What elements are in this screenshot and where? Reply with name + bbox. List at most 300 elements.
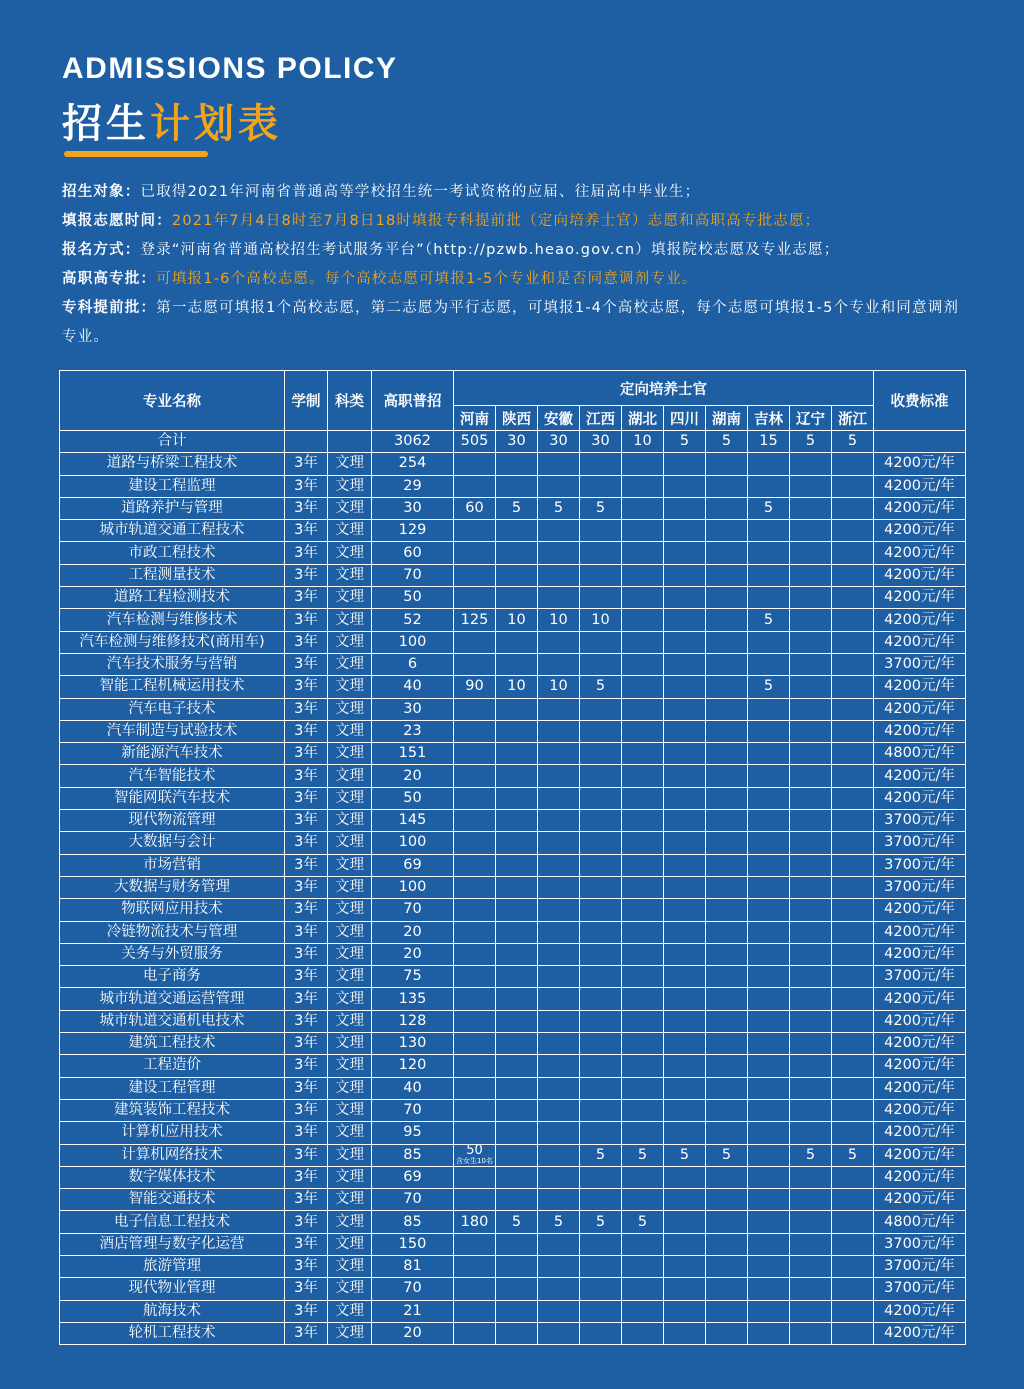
table-cell (496, 698, 538, 720)
table-cell (496, 1233, 538, 1255)
table-cell: 道路养护与管理 (60, 497, 285, 519)
table-cell (580, 1233, 622, 1255)
table-cell (454, 876, 496, 898)
table-cell (664, 1010, 706, 1032)
table-cell (748, 1033, 790, 1055)
table-cell: 3年 (285, 1144, 328, 1166)
table-cell (664, 1122, 706, 1144)
table-cell (454, 832, 496, 854)
table-cell (580, 1322, 622, 1344)
table-cell: 20 (372, 765, 454, 787)
table-cell (454, 1166, 496, 1188)
table-cell (580, 1189, 622, 1211)
table-cell (790, 1300, 832, 1322)
table-cell (622, 988, 664, 1010)
table-cell (706, 810, 748, 832)
table-cell (496, 720, 538, 742)
intro-method-label: 报名方式： (62, 242, 141, 258)
table-cell: 3年 (285, 899, 328, 921)
table-cell (580, 899, 622, 921)
table-cell: 5 (622, 1211, 664, 1233)
table-cell: 文理 (328, 720, 372, 742)
table-cell: 95 (372, 1122, 454, 1144)
table-cell: 5 (706, 431, 748, 453)
table-cell: 3年 (285, 810, 328, 832)
table-cell (496, 453, 538, 475)
title-en: ADMISSIONS POLICY (62, 52, 398, 85)
table-cell (454, 542, 496, 564)
table-cell (832, 1055, 874, 1077)
table-row (60, 475, 966, 497)
table-cell (706, 653, 748, 675)
table-cell (748, 854, 790, 876)
table-cell (622, 1300, 664, 1322)
table-cell: 3年 (285, 943, 328, 965)
table-cell: 4200元/年 (874, 497, 966, 519)
table-cell: 文理 (328, 1189, 372, 1211)
table-cell (580, 943, 622, 965)
table-cell (790, 787, 832, 809)
table-row (60, 876, 966, 898)
table-cell (664, 743, 706, 765)
table-row (60, 854, 966, 876)
table-cell (538, 1166, 580, 1188)
table-cell (664, 609, 706, 631)
table-cell (454, 787, 496, 809)
cell-value: 50 (466, 1144, 483, 1159)
table-cell: 4200元/年 (874, 676, 966, 698)
table-cell: 4200元/年 (874, 520, 966, 542)
table-cell (748, 1322, 790, 1344)
table-cell (832, 653, 874, 675)
table-cell: 50 (372, 587, 454, 609)
table-cell (748, 720, 790, 742)
table-cell (580, 1122, 622, 1144)
table-cell (580, 653, 622, 675)
table-cell (580, 988, 622, 1010)
table-cell: 4200元/年 (874, 587, 966, 609)
table-cell (790, 943, 832, 965)
table-cell (748, 453, 790, 475)
table-cell: 5 (538, 497, 580, 519)
table-cell (664, 921, 706, 943)
table-cell: 文理 (328, 676, 372, 698)
table-cell (538, 1278, 580, 1300)
table-cell (622, 810, 664, 832)
table-cell: 85 (372, 1211, 454, 1233)
table-row (60, 1255, 966, 1277)
table-cell: 151 (372, 743, 454, 765)
table-cell (706, 1099, 748, 1121)
table-cell (622, 1166, 664, 1188)
table-cell: 145 (372, 810, 454, 832)
table-cell: 5 (580, 1144, 622, 1166)
table-cell (706, 1010, 748, 1032)
table-cell (496, 653, 538, 675)
table-cell: 4200元/年 (874, 1122, 966, 1144)
table-cell: 文理 (328, 899, 372, 921)
table-cell (706, 988, 748, 1010)
table-cell: 3年 (285, 1211, 328, 1233)
table-cell (454, 453, 496, 475)
table-cell (454, 1278, 496, 1300)
table-cell (706, 1300, 748, 1322)
table-cell: 文理 (328, 1278, 372, 1300)
table-cell (748, 587, 790, 609)
table-cell (454, 1322, 496, 1344)
table-row (60, 631, 966, 653)
cell-note: 含女生10名 (456, 1157, 493, 1166)
table-cell (832, 1033, 874, 1055)
table-cell: 4200元/年 (874, 475, 966, 497)
table-cell (538, 1055, 580, 1077)
table-cell (832, 899, 874, 921)
table-cell (664, 787, 706, 809)
table-cell (538, 787, 580, 809)
table-cell: 智能网联汽车技术 (60, 787, 285, 809)
table-cell: 52 (372, 609, 454, 631)
table-cell: 3062 (372, 431, 454, 453)
table-cell (622, 609, 664, 631)
table-cell (664, 1077, 706, 1099)
table-cell (622, 631, 664, 653)
table-cell: 5 (580, 497, 622, 519)
table-cell: 125 (454, 609, 496, 631)
table-cell: 85 (372, 1144, 454, 1166)
table-cell: 4200元/年 (874, 787, 966, 809)
table-cell (664, 676, 706, 698)
table-cell (538, 631, 580, 653)
table-cell: 100 (372, 876, 454, 898)
table-cell: 文理 (328, 1166, 372, 1188)
table-cell (538, 854, 580, 876)
table-cell: 10 (496, 609, 538, 631)
table-cell (496, 876, 538, 898)
table-cell (622, 520, 664, 542)
table-cell (748, 1099, 790, 1121)
table-cell (580, 1099, 622, 1121)
table-cell: 150 (372, 1233, 454, 1255)
table-cell (538, 564, 580, 586)
table-cell (706, 832, 748, 854)
table-cell: 市政工程技术 (60, 542, 285, 564)
table-cell: 6 (372, 653, 454, 675)
table-cell: 道路与桥梁工程技术 (60, 453, 285, 475)
table-cell: 30 (372, 497, 454, 519)
table-cell (790, 1211, 832, 1233)
table-cell (622, 1189, 664, 1211)
table-cell: 文理 (328, 631, 372, 653)
table-cell (454, 1033, 496, 1055)
table-cell (706, 1077, 748, 1099)
table-cell: 254 (372, 453, 454, 475)
table-cell (664, 542, 706, 564)
table-cell (748, 1077, 790, 1099)
table-cell (580, 832, 622, 854)
intro-target (62, 178, 972, 207)
table-cell: 5 (496, 497, 538, 519)
table-cell (790, 1233, 832, 1255)
table-cell: 文理 (328, 1055, 372, 1077)
table-cell: 汽车电子技术 (60, 698, 285, 720)
table-cell (832, 1166, 874, 1188)
table-cell: 3700元/年 (874, 1255, 966, 1277)
table-cell (622, 698, 664, 720)
table-cell: 5 (832, 431, 874, 453)
table-cell (748, 765, 790, 787)
table-cell (496, 1099, 538, 1121)
table-cell: 文理 (328, 854, 372, 876)
table-cell (706, 698, 748, 720)
table-cell: 文理 (328, 765, 372, 787)
table-cell (832, 1211, 874, 1233)
table-cell (664, 1322, 706, 1344)
table-cell (748, 1144, 790, 1166)
table-cell (454, 1122, 496, 1144)
table-cell (832, 943, 874, 965)
table-cell (832, 542, 874, 564)
table-cell (496, 631, 538, 653)
table-cell (748, 1211, 790, 1233)
table-cell (664, 876, 706, 898)
table-cell (832, 832, 874, 854)
table-cell: 40 (372, 1077, 454, 1099)
table-cell: 文理 (328, 1033, 372, 1055)
table-cell: 建筑工程技术 (60, 1033, 285, 1055)
table-cell: 文理 (328, 653, 372, 675)
table-cell: 4200元/年 (874, 1322, 966, 1344)
table-row (60, 698, 966, 720)
table-cell (706, 564, 748, 586)
table-cell (538, 1189, 580, 1211)
title-cn-part1: 招生 (62, 101, 150, 147)
table-cell (664, 653, 706, 675)
table-cell (790, 676, 832, 698)
table-cell: 新能源汽车技术 (60, 743, 285, 765)
table-cell: 文理 (328, 966, 372, 988)
table-cell (538, 743, 580, 765)
table-cell: 30 (580, 431, 622, 453)
table-cell: 文理 (328, 587, 372, 609)
table-cell: 3700元/年 (874, 810, 966, 832)
table-cell (622, 542, 664, 564)
table-cell (622, 832, 664, 854)
table-cell: 20 (372, 921, 454, 943)
table-cell: 3年 (285, 631, 328, 653)
table-cell: 文理 (328, 609, 372, 631)
table-cell (748, 921, 790, 943)
table-cell: 3年 (285, 587, 328, 609)
table-cell (748, 564, 790, 586)
intro-time-label: 填报志愿时间： (62, 213, 172, 229)
table-cell: 4200元/年 (874, 564, 966, 586)
table-cell (622, 787, 664, 809)
table-row (60, 966, 966, 988)
table-cell: 3年 (285, 876, 328, 898)
table-cell: 文理 (328, 810, 372, 832)
table-cell: 20 (372, 943, 454, 965)
table-cell (622, 743, 664, 765)
table-cell: 5 (706, 1144, 748, 1166)
table-cell: 3年 (285, 497, 328, 519)
table-cell: 29 (372, 475, 454, 497)
table-cell: 文理 (328, 1122, 372, 1144)
title-cn (62, 92, 282, 149)
table-cell (454, 966, 496, 988)
table-cell: 5 (580, 676, 622, 698)
table-cell (832, 453, 874, 475)
table-cell (580, 475, 622, 497)
table-cell: 文理 (328, 520, 372, 542)
table-cell: 建设工程管理 (60, 1077, 285, 1099)
table-cell: 5 (496, 1211, 538, 1233)
table-cell (580, 765, 622, 787)
table-cell (706, 899, 748, 921)
table-cell: 建筑装饰工程技术 (60, 1099, 285, 1121)
table-cell: 3年 (285, 564, 328, 586)
table-cell (748, 876, 790, 898)
table-row (60, 1077, 966, 1099)
table-row (60, 676, 966, 698)
table-cell (580, 743, 622, 765)
table-cell (706, 1033, 748, 1055)
table-cell: 90 (454, 676, 496, 698)
table-cell (580, 453, 622, 475)
table-cell (706, 475, 748, 497)
province-header: 江西 (580, 406, 622, 431)
table-cell: 3年 (285, 921, 328, 943)
table-cell (706, 1166, 748, 1188)
table-cell (580, 1010, 622, 1032)
table-row (60, 1033, 966, 1055)
table-cell: 4200元/年 (874, 1189, 966, 1211)
table-cell: 智能工程机械运用技术 (60, 676, 285, 698)
table-cell: 文理 (328, 564, 372, 586)
table-cell (832, 1233, 874, 1255)
header-fee: 收费标准 (874, 371, 966, 431)
table-cell (496, 1033, 538, 1055)
table-cell (748, 698, 790, 720)
table-cell: 4200元/年 (874, 1099, 966, 1121)
table-cell: 文理 (328, 787, 372, 809)
table-cell (748, 1233, 790, 1255)
table-cell (790, 720, 832, 742)
table-cell: 计算机网络技术 (60, 1144, 285, 1166)
table-cell: 汽车检测与维修技术 (60, 609, 285, 631)
table-cell: 3年 (285, 1033, 328, 1055)
table-cell (538, 966, 580, 988)
table-cell (496, 1300, 538, 1322)
table-cell: 23 (372, 720, 454, 742)
header-duration: 学制 (285, 371, 328, 431)
table-cell (664, 988, 706, 1010)
table-cell (832, 676, 874, 698)
table-cell: 3年 (285, 1122, 328, 1144)
table-cell: 10 (496, 676, 538, 698)
table-cell (454, 720, 496, 742)
table-cell (538, 1122, 580, 1144)
table-cell: 70 (372, 899, 454, 921)
table-cell: 4200元/年 (874, 609, 966, 631)
table-cell (664, 765, 706, 787)
table-cell: 3年 (285, 1099, 328, 1121)
table-cell (580, 787, 622, 809)
table-cell: 城市轨道交通机电技术 (60, 1010, 285, 1032)
table-cell (664, 832, 706, 854)
table-cell (538, 943, 580, 965)
table-cell (748, 1300, 790, 1322)
table-cell (538, 1233, 580, 1255)
table-cell: 120 (372, 1055, 454, 1077)
table-cell: 5 (748, 609, 790, 631)
table-cell: 5 (748, 497, 790, 519)
table-cell: 文理 (328, 497, 372, 519)
table-cell: 5 (580, 1211, 622, 1233)
table-cell (454, 1077, 496, 1099)
table-cell: 3年 (285, 787, 328, 809)
table-cell (748, 988, 790, 1010)
table-cell: 4200元/年 (874, 921, 966, 943)
table-cell: 文理 (328, 943, 372, 965)
table-cell (496, 899, 538, 921)
table-cell: 城市轨道交通工程技术 (60, 520, 285, 542)
table-cell-with-note (454, 1144, 496, 1166)
table-cell (790, 631, 832, 653)
table-cell (706, 1211, 748, 1233)
table-cell: 文理 (328, 1322, 372, 1344)
table-cell: 冷链物流技术与管理 (60, 921, 285, 943)
table-cell: 物联网应用技术 (60, 899, 285, 921)
table-cell (706, 720, 748, 742)
table-cell (790, 876, 832, 898)
table-cell (790, 966, 832, 988)
table-cell (790, 854, 832, 876)
table-cell (748, 943, 790, 965)
table-cell: 文理 (328, 988, 372, 1010)
table-row (60, 1099, 966, 1121)
table-cell (706, 787, 748, 809)
table-row (60, 587, 966, 609)
table-cell (664, 899, 706, 921)
table-cell (454, 1099, 496, 1121)
table-cell (454, 743, 496, 765)
table-cell (706, 631, 748, 653)
table-cell (832, 587, 874, 609)
table-cell (538, 988, 580, 1010)
header-vocational: 高职普招 (372, 371, 454, 431)
table-cell (790, 587, 832, 609)
table-cell (496, 1144, 538, 1166)
table-cell: 汽车制造与试验技术 (60, 720, 285, 742)
table-cell: 文理 (328, 1010, 372, 1032)
table-cell (664, 1189, 706, 1211)
intro-early (62, 294, 972, 352)
table-cell: 5 (748, 676, 790, 698)
table-cell (580, 1166, 622, 1188)
table-cell: 文理 (328, 832, 372, 854)
table-cell (664, 698, 706, 720)
table-cell (790, 1010, 832, 1032)
table-cell (454, 564, 496, 586)
table-cell (580, 854, 622, 876)
table-cell (664, 453, 706, 475)
table-cell (496, 810, 538, 832)
table-cell (580, 1278, 622, 1300)
intro-vocational (62, 265, 972, 294)
province-header: 浙江 (832, 406, 874, 431)
table-cell (454, 475, 496, 497)
table-cell: 数字媒体技术 (60, 1166, 285, 1188)
